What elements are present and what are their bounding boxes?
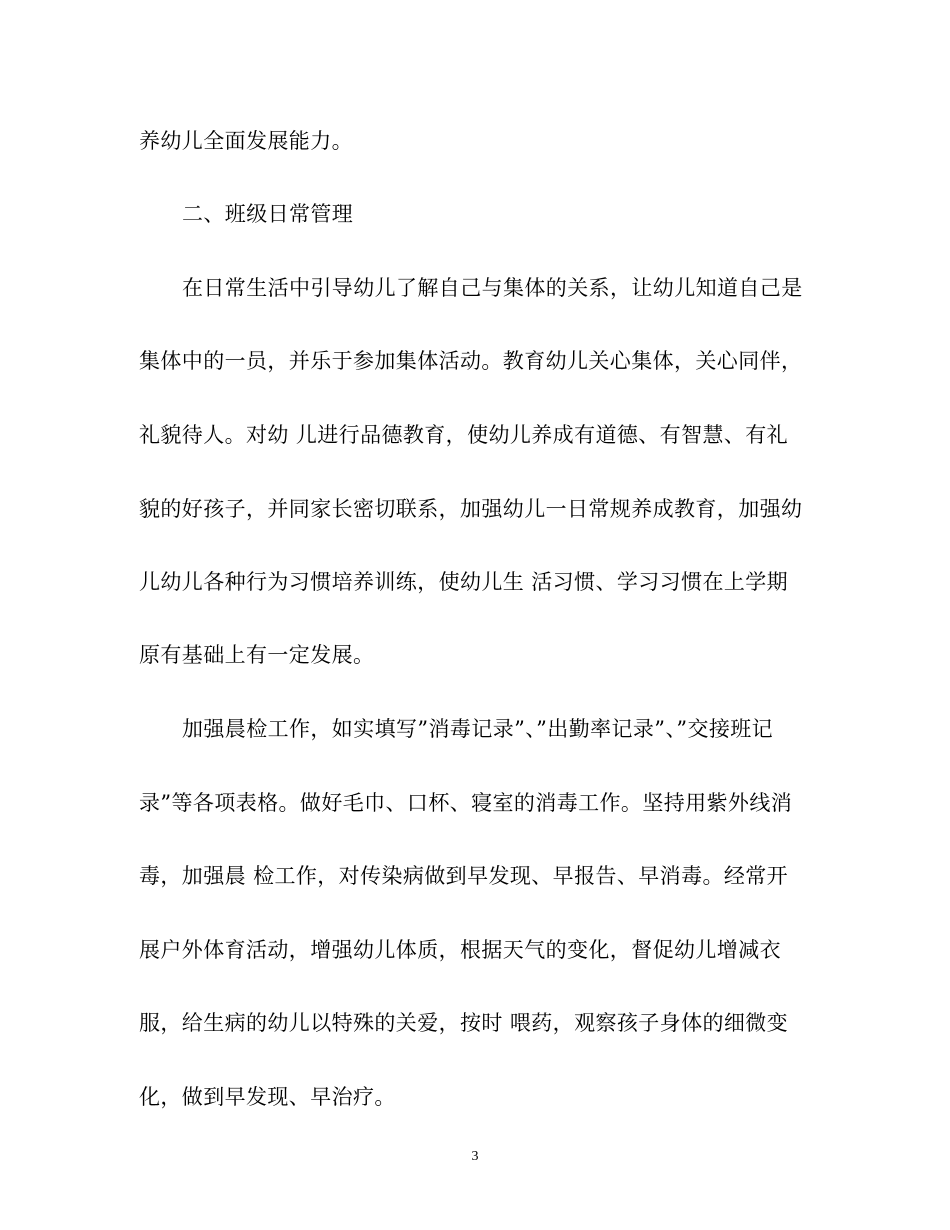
text-line: 集体中的一员，并乐于参加集体活动。教育幼儿关心集体，关心同伴，: [139, 349, 803, 373]
text-line: 展户外体育活动，增强幼儿体质，根据天气的变化，督促幼儿增减衣: [139, 938, 781, 962]
text-line: 儿幼儿各种行为习惯培养训练，使幼儿生 活习惯、学习习惯在上学期: [139, 570, 789, 594]
text-line: 在日常生活中引导幼儿了解自己与集体的关系，让幼儿知道自己是: [182, 276, 803, 300]
text-line: 化，做到早发现、早治疗。: [139, 1085, 396, 1109]
text-line: 加强晨检工作，如实填写”消毒记录”、”出勤率记录”、”交接班记: [182, 717, 774, 741]
page-number: 3: [471, 1149, 479, 1164]
text-line: 服，给生病的幼儿以特殊的关爱，按时 喂药，观察孩子身体的细微变: [139, 1011, 789, 1035]
text-line: 礼貌待人。对幼 儿进行品德教育，使幼儿养成有道德、有智慧、有礼: [139, 423, 789, 447]
text-line: 貌的好孩子，并同家长密切联系，加强幼儿一日常规养成教育，加强幼: [139, 497, 803, 521]
text-line: 录”等各项表格。做好毛巾、口杯、寝室的消毒工作。坚持用紫外线消: [139, 791, 793, 815]
section-heading: 二、班级日常管理: [182, 202, 354, 226]
text-line: 毒，加强晨 检工作，对传染病做到早发现、早报告、早消毒。经常开: [139, 864, 789, 888]
text-line: 养幼儿全面发展能力。: [139, 129, 353, 153]
text-line: 原有基础上有一定发展。: [139, 643, 375, 667]
